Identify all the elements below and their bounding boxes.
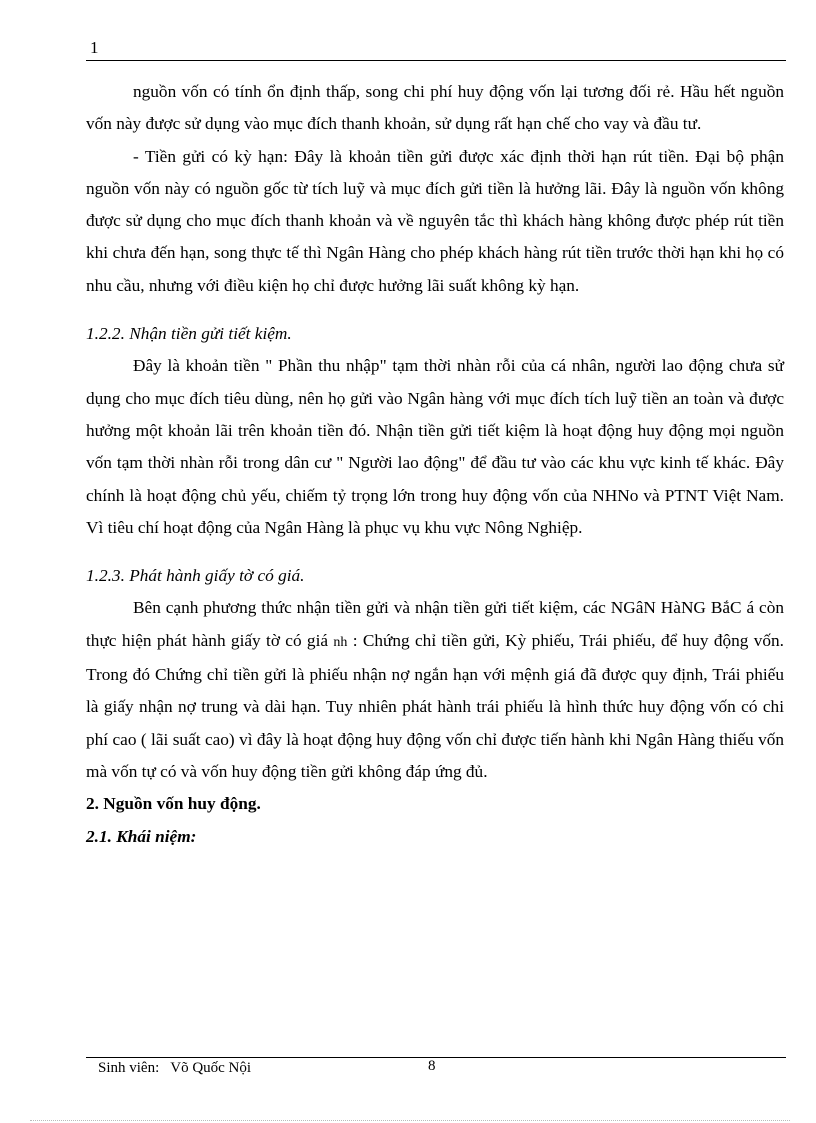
- header-page-label: 1: [90, 38, 99, 57]
- section-heading-1-2-3: 1.2.3. Phát hành giấy tờ có giá.: [86, 566, 305, 586]
- paragraph-valuable-papers-part-a: Bên cạnh phương thức nhận tiền gửi và nhận tiền gửi tiết kiệm, các NGâN HàNG BắC á còn thực hiện phát hành giấy tờ có giá: [86, 598, 784, 650]
- paragraph-valuable-papers-small-text: nh: [333, 634, 348, 650]
- spacer: [86, 544, 784, 560]
- footer-rule: [86, 1057, 786, 1058]
- paragraph-valuable-papers: [86, 592, 784, 788]
- footer-student-name: Sinh viên: Võ Quốc Nội: [98, 1060, 252, 1076]
- paragraph-term-deposits: - Tiền gửi có kỳ hạn: Đây là khoản tiền gửi được xác định thời hạn rút tiền. Đại bộ phận nguồn vốn này có nguồn gốc từ tích luỹ và mục đích gửi tiền là hưởng lãi. Đây là nguồn vốn không được sử dụng cho mục đích thanh khoản và về nguyên tắc thì khách hàng không được phép rút tiền khi chưa đến hạn, song thực tế thì Ngân Hàng cho phép khách hàng rút tiền trước thời hạn khi họ có nhu cầu, nhưng với điều kiện họ chỉ được hưởng lãi suất không kỳ hạn.: [86, 146, 784, 295]
- section-heading-2-1: 2.1. Khái niệm:: [86, 826, 197, 846]
- paragraph-capital-stability: nguồn vốn có tính ổn định thấp, song chi phí huy động vốn lại tương đối rẻ. Hầu hết nguồn vốn này được sử dụng vào mục đích thanh khoản, sử dụng rất hạn chế cho vay và đầu tư.: [86, 82, 784, 134]
- paragraph-valuable-papers-part-b: : Chứng chỉ tiền gửi, Kỳ phiếu, Trái phiếu, để huy động vốn. Trong đó Chứng chỉ tiền gửi là phiếu nhận nợ ngắn hạn với mệnh giá đã được quy định, Trái phiếu là giấy nhận nợ trung và dài hạn. Tuy nhiên phát hành trái phiếu là hình thức huy động vốn có chi phí cao ( lãi suất cao) vì đây là hoạt động huy động vốn chỉ được tiến hành khi Ngân Hàng thiếu vốn mà vốn tự có và vốn huy động tiền gửi không đáp ứng đủ.: [86, 630, 784, 781]
- document-body: [86, 76, 784, 853]
- section-heading-2: 2. Nguồn vốn huy động.: [86, 794, 261, 814]
- spacer: [86, 302, 784, 318]
- footer-page-number: 8: [428, 1058, 436, 1074]
- paragraph-savings-deposits: Đây là khoản tiền " Phần thu nhập" tạm thời nhàn rỗi của cá nhân, người lao động chưa sử dụng cho mục đích tiêu dùng, nên họ gửi vào Ngân hàng với mục đích tích luỹ tiền an toàn và được hưởng một khoản lãi trên khoản tiền đó. Nhận tiền gửi tiết kiệm là hoạt động huy động mọi nguồn vốn tạm thời nhàn rỗi trong dân cư " Người lao động" để đầu tư vào các khu vực kinh tế khác. Đây chính là hoạt động chủ yếu, chiếm tỷ trọng lớn trong huy động vốn của NHNo và PTNT Việt Nam. Vì tiêu chí hoạt động của Ngân Hàng là phục vụ khu vực Nông Nghiệp.: [86, 356, 784, 537]
- header-rule: [86, 60, 786, 61]
- section-heading-1-2-2: 1.2.2. Nhận tiền gửi tiết kiệm.: [86, 324, 292, 344]
- page-edge-divider: [30, 1120, 790, 1121]
